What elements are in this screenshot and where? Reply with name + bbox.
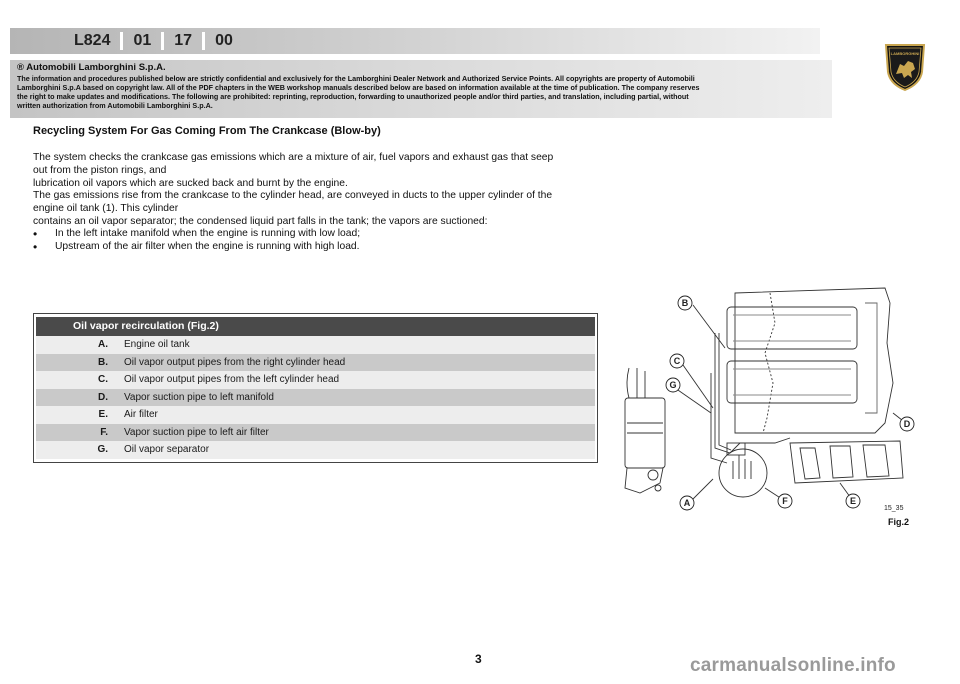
callout-f bbox=[778, 494, 792, 508]
section-title: Recycling System For Gas Coming From The Crankcase (Blow-by) bbox=[33, 125, 381, 137]
row-description: Oil vapor separator bbox=[124, 444, 210, 456]
bullet-text: In the left intake manifold when the engine is running with low load; bbox=[55, 228, 361, 239]
row-code: B. bbox=[98, 356, 108, 368]
copyright-title: ® Automobili Lamborghini S.p.A. bbox=[17, 62, 166, 73]
body-line: out from the piston rings, and bbox=[33, 164, 167, 176]
bullet-item bbox=[33, 228, 360, 241]
callout-g bbox=[666, 378, 680, 392]
callout-b bbox=[678, 296, 692, 310]
callout-e bbox=[846, 494, 860, 508]
table-row bbox=[36, 354, 595, 372]
row-code: C. bbox=[98, 374, 108, 386]
callout-d bbox=[900, 417, 914, 431]
engine-blowby-diagram bbox=[615, 283, 935, 523]
bullet-icon: • bbox=[33, 239, 38, 254]
body-line: contains an oil vapor separator; the condensed liquid part falls in the tank; the vapors are suctioned: bbox=[33, 215, 488, 227]
callout-label: E bbox=[849, 496, 857, 506]
legal-line: the right to make updates and modifications. The following are prohibited: reprinting, reproduction, forwarding to unauthorized people and/or third parties, and translation, including partial, without bbox=[17, 92, 689, 101]
callout-a bbox=[680, 496, 694, 510]
callout-label: D bbox=[903, 419, 911, 429]
row-code: F. bbox=[100, 426, 108, 438]
section-body bbox=[33, 152, 613, 229]
table-row bbox=[36, 424, 595, 442]
document-code bbox=[68, 32, 239, 50]
row-code: D. bbox=[98, 391, 108, 403]
body-line: lubrication oil vapors which are sucked back and burnt by the engine. bbox=[33, 177, 348, 189]
figure-caption: Fig.2 bbox=[888, 517, 910, 527]
row-description: Vapor suction pipe to left manifold bbox=[124, 391, 274, 403]
legal-line: written authorization from Automobili Lamborghini S.p.A. bbox=[17, 101, 213, 110]
doc-code-part: 17 bbox=[174, 32, 193, 49]
legal-notice-text bbox=[17, 74, 829, 110]
lamborghini-shield-logo bbox=[882, 42, 928, 92]
legal-line: The information and procedures published below are strictly confidential and exclusively for the Lamborghini Dealer Network and Authorized Service Points. All copyrights are property of Automobili bbox=[17, 74, 695, 83]
row-description: Oil vapor output pipes from the left cylinder head bbox=[124, 374, 340, 386]
row-description: Air filter bbox=[124, 409, 158, 421]
table-row bbox=[36, 336, 595, 354]
callout-label: G bbox=[669, 380, 677, 390]
doc-code-part: L824 bbox=[74, 32, 111, 49]
doc-code-separator bbox=[202, 32, 205, 50]
row-code: G. bbox=[97, 444, 108, 456]
doc-code-separator bbox=[161, 32, 164, 50]
bullet-list bbox=[33, 228, 360, 254]
row-description: Engine oil tank bbox=[124, 339, 190, 351]
table-row bbox=[36, 389, 595, 407]
table-row bbox=[36, 406, 595, 424]
page-number: 3 bbox=[475, 652, 482, 666]
site-watermark: carmanualsonline.info bbox=[690, 655, 896, 676]
table-title: Oil vapor recirculation (Fig.2) bbox=[36, 317, 595, 336]
callout-label: C bbox=[673, 356, 681, 366]
figure-image-id: 15_35 bbox=[884, 505, 904, 512]
bullet-icon: • bbox=[33, 227, 38, 241]
row-description: Vapor suction pipe to left air filter bbox=[124, 426, 269, 438]
body-line: engine oil tank (1). This cylinder bbox=[33, 203, 179, 215]
table-row bbox=[36, 371, 595, 389]
doc-code-separator bbox=[120, 32, 123, 50]
bullet-text: Upstream of the air filter when the engine is running with high load. bbox=[55, 240, 360, 252]
svg-text:LAMBORGHINI: LAMBORGHINI bbox=[890, 51, 920, 56]
row-code: E. bbox=[98, 409, 108, 421]
row-code: A. bbox=[98, 339, 108, 351]
body-line: The gas emissions rise from the crankcase to the cylinder head, are conveyed in ducts to the upper cylinder of the bbox=[33, 190, 553, 202]
row-description: Oil vapor output pipes from the right cylinder head bbox=[124, 356, 346, 368]
table-row bbox=[36, 441, 595, 459]
callout-label: B bbox=[681, 298, 689, 308]
callout-label: F bbox=[782, 496, 788, 506]
doc-code-part: 00 bbox=[215, 32, 233, 49]
callout-c bbox=[670, 354, 684, 368]
bullet-item bbox=[33, 241, 360, 254]
components-table bbox=[33, 313, 598, 463]
body-line: The system checks the crankcase gas emissions which are a mixture of air, fuel vapors and exhaust gas that seep bbox=[33, 152, 554, 163]
callout-label: A bbox=[683, 498, 691, 508]
doc-code-part: 01 bbox=[133, 32, 152, 49]
legal-line: Lamborghini S.p.A based on copyright law. All of the PDF chapters in the WEB workshop manuals described below are based on information available at the time of publication. The company reserves bbox=[17, 83, 700, 92]
